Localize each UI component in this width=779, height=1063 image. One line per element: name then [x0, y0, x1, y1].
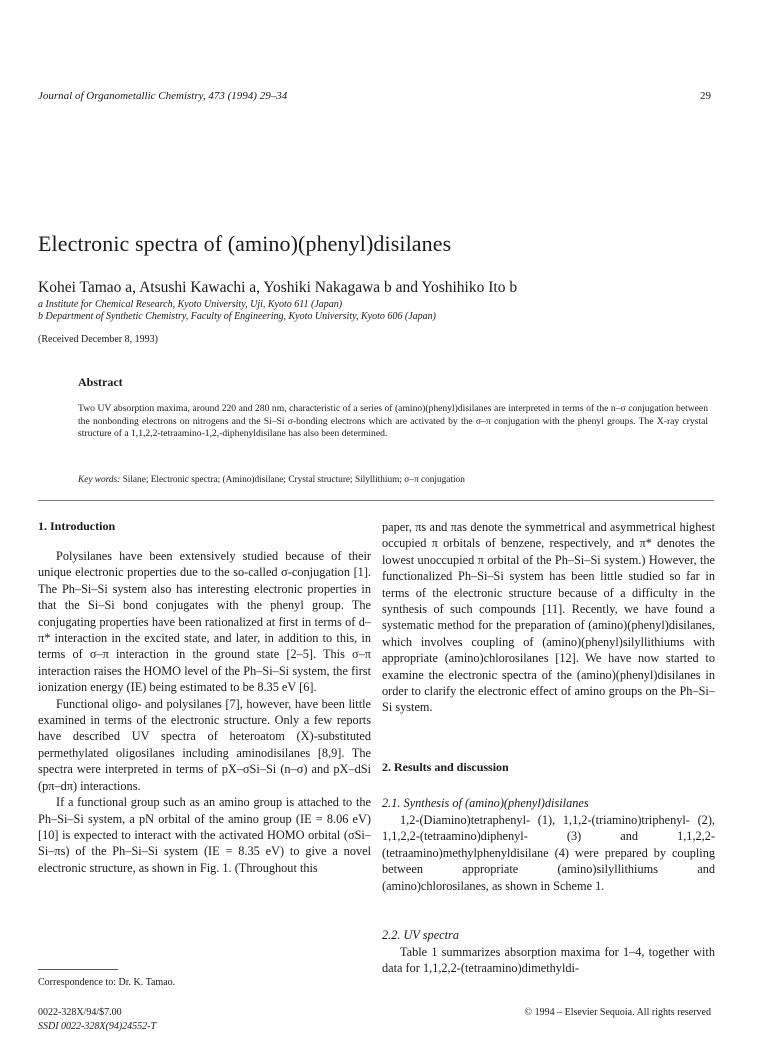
affiliation-a: a Institute for Chemical Research, Kyoto University, Uji, Kyoto 611 (Japan) — [38, 299, 343, 310]
uv-spectra-text — [382, 944, 715, 977]
intro-paragraph-3: If a functional group such as an amino group is attached to the Ph–Si–Si system, a pN orbital of the amino group (IE = 8.06 eV) [10] is expected to interact with the activated HOMO orbital (σSi–Si–πs) of the Ph–Si–Si system (IE = 8.35 eV) to give a novel electronic structure, as shown in Fig. 1. (Throughout this — [38, 795, 371, 875]
abstract-text: Two UV absorption maxima, around 220 and 280 nm, characteristic of a series of (amino)(phenyl)disilanes are interpreted in terms of the n–σ conjugation between the nonbonding electrons on nitrogens and the Si–Si σ-bonding electrons which are activated by the σ–π conjugation with the phenyl groups. The X-ray crystal structure of a 1,1,2,2-tetraamino-1,2,-diphenyldisilane has also been determined. — [78, 403, 708, 440]
abstract-divider — [38, 500, 714, 501]
right-column-body — [382, 519, 715, 716]
ssdi-text: SSDI 0022-328X(94)24552-T — [38, 1021, 157, 1032]
synthesis-paragraph: 1,2-(Diamino)tetraphenyl- (1), 1,1,2-(triamino)triphenyl- (2), 1,1,2,2-(tetraamino)diphenyl- (3) and 1,1,2,2-(tetraamino)methylphenyldisilane (4) were prepared by coupling between appropriate (amino)silyllithiums and (amino)chlorosilanes, as shown in Scheme 1. — [382, 813, 715, 893]
section-heading-introduction: 1. Introduction — [38, 519, 116, 533]
keywords-label: Key words: — [78, 475, 121, 485]
intro-paragraph-1: Polysilanes have been extensively studied because of their unique electronic properties due to the so-called σ-conjugation [1]. The Ph–Si–Si system also has interesting electronic properties in that the Si–Si bond conjugates with the phenyl group. The conjugating properties have been rationalized at first in terms of d–π* interaction in the excited state, and later, in addition to this, in terms of σ–π interaction in the ground state [2–5]. This σ–π interaction raises the HOMO level of the Ph–Si–Si system, the first ionization energy (IE) being estimated to be 8.35 eV [6]. — [38, 549, 371, 695]
synthesis-text — [382, 812, 715, 894]
copyright-line: © 1994 – Elsevier Sequoia. All rights reserved — [524, 1007, 711, 1018]
keywords-list: Silane; Electronic spectra; (Amino)disilane; Crystal structure; Silyllithium; σ–π conjugation — [122, 475, 465, 485]
received-date: (Received December 8, 1993) — [38, 334, 158, 345]
intro-paragraph-2: Functional oligo- and polysilanes [7], however, have been little examined in terms of the electronic structure. Only a few reports have described UV spectra of heteroatom (X)-substituted permethylated oligosilanes including aminodisilanes [8,9]. The spectra were interpreted in terms of pX–σSi–Si (n–σ) and pX–dSi (pπ–dπ) interactions. — [38, 696, 371, 793]
subsection-heading-uv-spectra: 2.2. UV spectra — [382, 928, 459, 942]
footnote-divider — [38, 969, 118, 970]
intro-continuation-paragraph: paper, πs and πas denote the symmetrical and asymmetrical highest occupied π orbitals of benzene, respectively, and π* denotes the lowest unoccupied π orbital of the Ph–Si–Si system.) However, the functionalized Ph–Si–Si system has been little studied so far in terms of the electronic structure because of a difficulty in the synthesis of such compounds [11]. Recently, we have found a systematic method for the preparation of (amino)(phenyl)disilanes, which involves coupling of (amino)(phenyl)silyllithiums with appropriate (amino)chlorosilanes [12]. We have now started to examine the electronic spectra of the (amino)(phenyl)disilanes in order to clarify the electronic effect of amino groups on the Ph–Si–Si system. — [382, 520, 715, 715]
abstract-heading: Abstract — [78, 375, 123, 389]
left-column-body — [38, 548, 371, 876]
affiliation-b: b Department of Synthetic Chemistry, Faculty of Engineering, Kyoto University, Kyoto 606 (Japan) — [38, 311, 436, 322]
subsection-heading-synthesis: 2.1. Synthesis of (amino)(phenyl)disilanes — [382, 796, 589, 810]
ssdi-line — [38, 1021, 156, 1032]
uv-spectra-paragraph: Table 1 summarizes absorption maxima for 1–4, together with data for 1,1,2,2-(tetraamino)dimethyldi- — [382, 945, 715, 976]
correspondence-footnote: Correspondence to: Dr. K. Tamao. — [38, 977, 176, 988]
journal-citation: Journal of Organometallic Chemistry, 473 (1994) 29–34 — [38, 90, 288, 102]
page-number: 29 — [700, 90, 711, 102]
issn-line: 0022-328X/94/$7.00 — [38, 1007, 122, 1018]
keywords — [78, 475, 708, 485]
article-title: Electronic spectra of (amino)(phenyl)disilanes — [38, 231, 452, 256]
author-list: Kohei Tamao a, Atsushi Kawachi a, Yoshiki Nakagawa b and Yoshihiko Ito b — [38, 279, 518, 296]
section-heading-results: 2. Results and discussion — [382, 760, 509, 774]
